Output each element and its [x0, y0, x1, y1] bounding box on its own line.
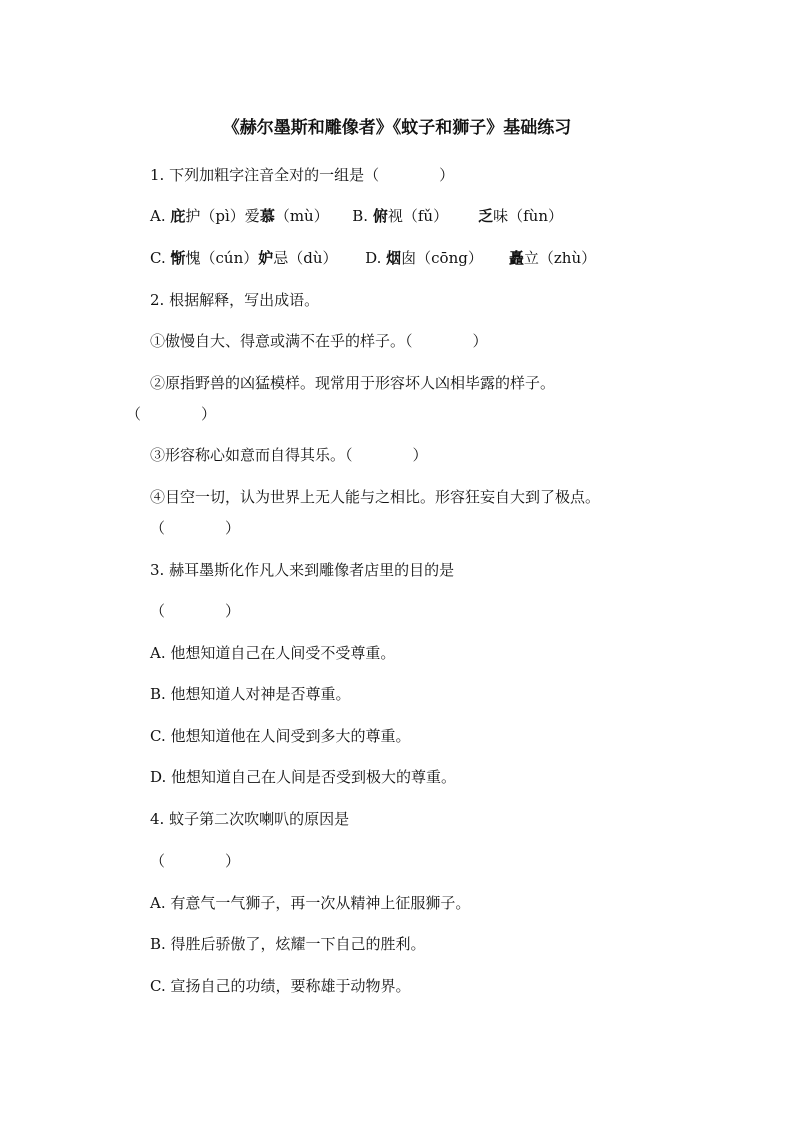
q1-c-text-1: 愧（cún） [185, 249, 259, 267]
q1-d-text-1: 囱（cōng） [401, 249, 483, 267]
q4-blank: （ ） [150, 852, 241, 870]
q3-blank: （ ） [150, 602, 241, 620]
q2-item-1: ①傲慢自大、得意或满不在乎的样子。（ ） [150, 332, 488, 350]
q4-option-a: A. 有意气一气狮子，再一次从精神上征服狮子。 [150, 894, 471, 912]
q1-c-letter: C. [150, 249, 166, 267]
q1-a-bold-char-2: 慕 [259, 207, 275, 225]
q4-stem: 4. 蚊子第二次吹喇叭的原因是 [150, 810, 350, 828]
q2-stem: 2. 根据解释，写出成语。 [150, 291, 320, 309]
q2-item-4: ④目空一切，认为世界上无人能与之相比。形容狂妄自大到了极点。 [150, 488, 601, 506]
q1-d-bold-char-1: 烟 [386, 249, 402, 267]
q1-a-text-2: （mù） [274, 207, 329, 225]
q1-c-bold-char-1: 惭 [170, 249, 186, 267]
q1-c-text-2: 忌（dù） [273, 249, 338, 267]
q1-c-bold-char-2: 妒 [258, 249, 274, 267]
q1-b-letter: B. [352, 207, 369, 225]
q3-option-c: C. 他想知道他在人间受到多大的尊重。 [150, 727, 411, 745]
q1-options-cd [150, 248, 596, 268]
q4-option-c: C. 宣扬自己的功绩，要称雄于动物界。 [150, 977, 411, 995]
q1-d-letter: D. [365, 249, 382, 267]
q1-a-bold-char-1: 庇 [170, 207, 186, 225]
q1-d-bold-char-2: 矗 [508, 249, 524, 267]
q4-option-b: B. 得胜后骄傲了，炫耀一下自己的胜利。 [150, 935, 426, 953]
q1-b-text-2: 味（fùn） [493, 207, 563, 225]
q3-option-b: B. 他想知道人对神是否尊重。 [150, 685, 351, 703]
q1-stem: 1. 下列加粗字注音全对的一组是（ ） [150, 166, 455, 184]
q1-a-letter: A. [150, 207, 166, 225]
q1-option-c [150, 249, 342, 267]
q1-option-b [352, 207, 563, 225]
document-title: 《赫尔墨斯和雕像者》《蚊子和狮子》基础练习 [222, 118, 572, 138]
q3-option-d: D. 他想知道自己在人间是否受到极大的尊重。 [150, 768, 457, 786]
q2-item-4-blank: （ ） [150, 519, 241, 537]
q1-b-text-1: 视（fǔ） [387, 207, 449, 225]
q3-option-a: A. 他想知道自己在人间受不受尊重。 [150, 644, 396, 662]
q2-item-2-blank: （ ） [126, 405, 217, 423]
q2-item-3: ③形容称心如意而自得其乐。（ ） [150, 446, 428, 464]
q1-option-d [365, 249, 596, 267]
q1-a-text-1: 护（pì）爱 [185, 207, 260, 225]
q1-options-ab [150, 206, 563, 226]
q1-d-text-2: 立（zhù） [523, 249, 597, 267]
q1-b-bold-char-2: 乏 [478, 207, 494, 225]
q3-stem: 3. 赫耳墨斯化作凡人来到雕像者店里的目的是 [150, 561, 455, 579]
q1-option-a [150, 207, 334, 225]
q1-b-bold-char-1: 俯 [372, 207, 388, 225]
q2-item-2: ②原指野兽的凶猛模样。现常用于形容坏人凶相毕露的样子。 [150, 374, 556, 392]
